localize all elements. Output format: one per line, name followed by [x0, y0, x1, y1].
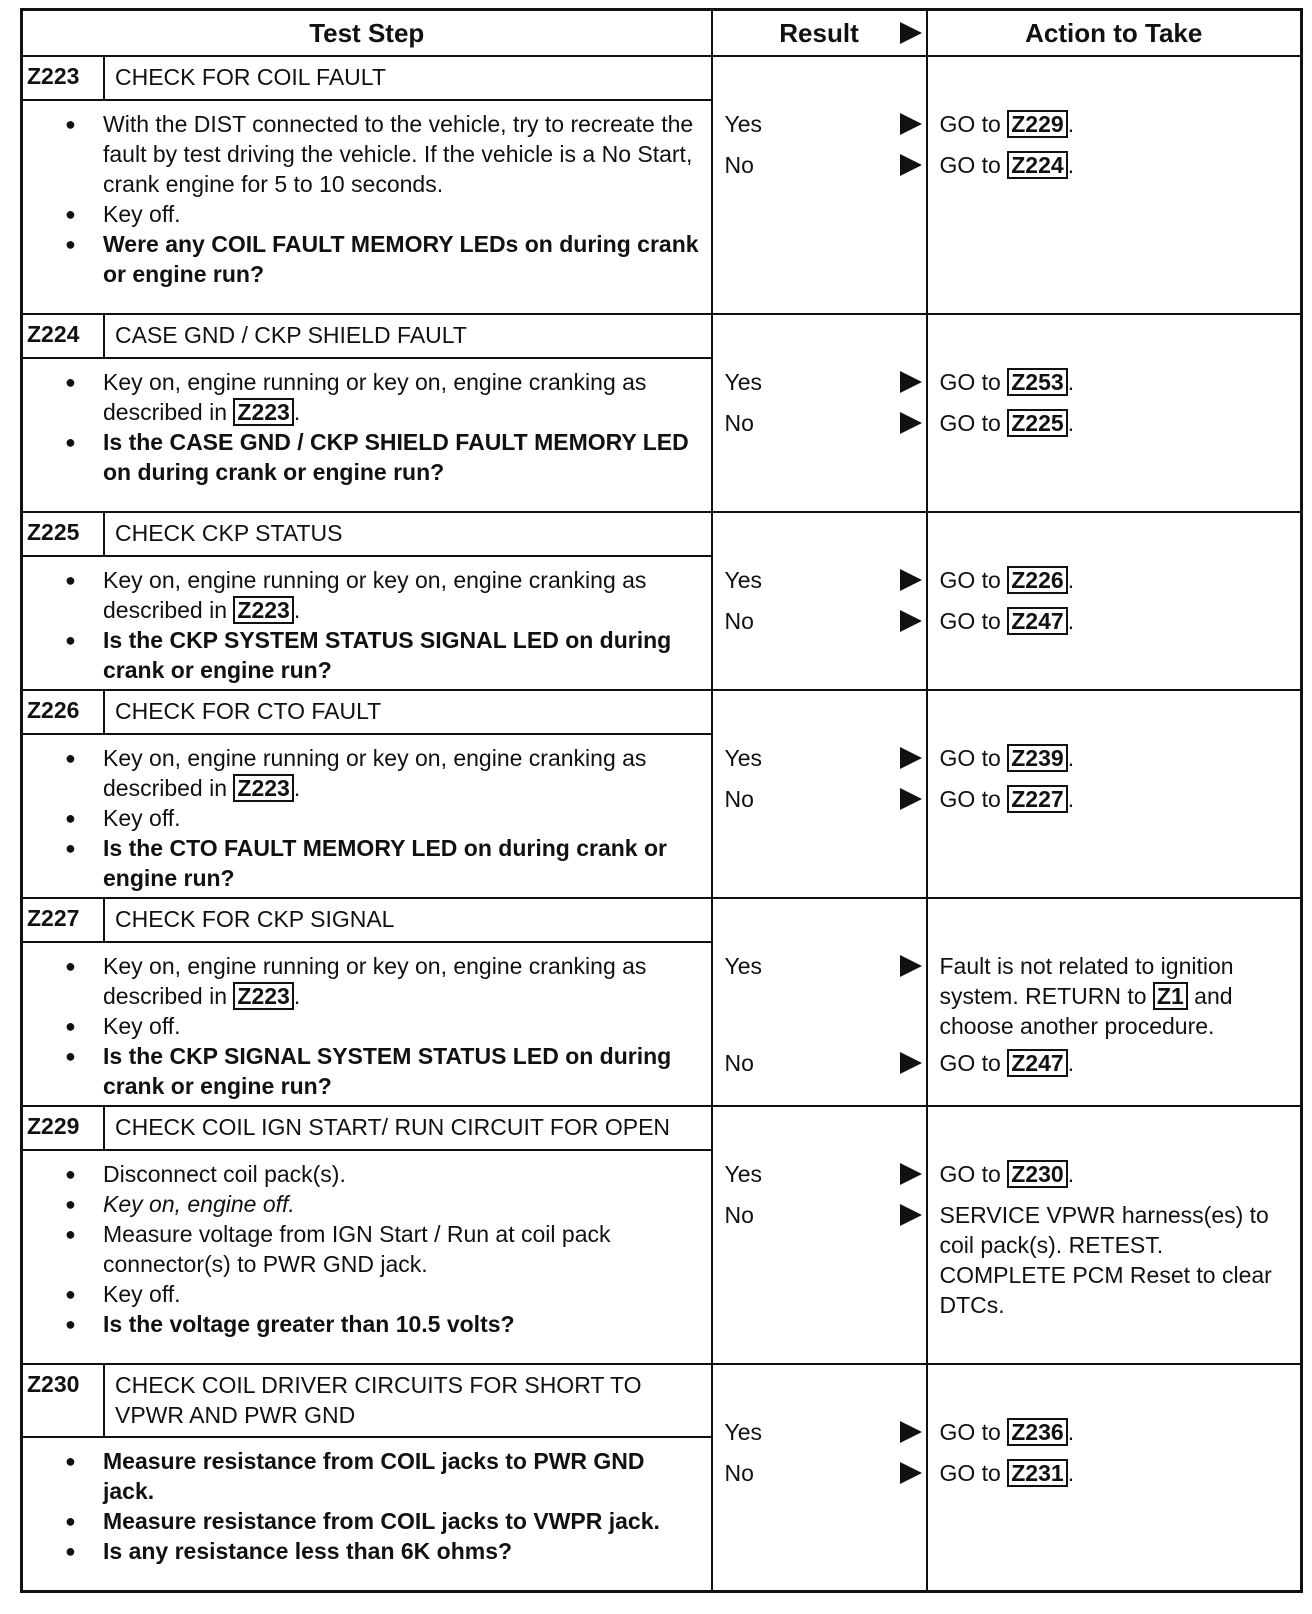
arrow-right-icon — [900, 1163, 922, 1185]
result-no — [713, 784, 926, 825]
action-cell — [927, 314, 1302, 512]
step-ref-box: Z247 — [1007, 607, 1067, 635]
action-text: GO to Z236 . — [939, 1418, 1075, 1445]
action-text: GO to Z239 . — [939, 744, 1075, 771]
step-header — [23, 899, 711, 943]
table-row — [22, 314, 1302, 512]
arrow-right-icon — [900, 569, 922, 591]
result-label: Yes — [724, 369, 763, 395]
action-text: GO to Z225 . — [939, 410, 1075, 436]
step-id: Z224 — [23, 315, 105, 357]
result-no — [713, 1458, 926, 1499]
step-header — [23, 513, 711, 557]
instruction-item: ● Measure voltage from IGN Start / Run at coil pack connector(s) to PWR GND jack. — [103, 1219, 701, 1279]
arrow-right-icon — [900, 22, 922, 44]
step-id: Z230 — [23, 1365, 105, 1437]
action-cell — [927, 1364, 1302, 1592]
test-procedure-document — [20, 8, 1300, 1593]
arrow-right-icon — [900, 1204, 922, 1226]
action-text: GO to Z247 . — [939, 608, 1075, 634]
arrow-right-icon — [900, 113, 922, 135]
test-step-cell — [22, 314, 712, 512]
step-title: CHECK FOR CKP SIGNAL — [115, 905, 395, 932]
result-label: Yes — [724, 1418, 763, 1445]
instruction-item: ● Key off. — [103, 1279, 701, 1309]
action-cell — [927, 690, 1302, 898]
result-yes — [713, 109, 926, 150]
result-yes — [713, 1417, 926, 1458]
step-instructions — [23, 943, 711, 1105]
instruction-item: ● Is the voltage greater than 10.5 volts? — [103, 1309, 701, 1339]
step-header — [23, 315, 711, 359]
arrow-right-icon — [900, 1462, 922, 1484]
instruction-item: ● With the DIST connected to the vehicle, try to recreate the fault by test driving the vehicle. If the vehicle is a No Start, crank engine for 5 to 10 seconds. — [103, 109, 701, 199]
step-instructions — [23, 735, 711, 897]
step-ref-box: Z223 — [233, 774, 293, 802]
step-ref-box: Z231 — [1007, 1459, 1067, 1487]
step-header — [23, 691, 711, 735]
step-title: CHECK COIL IGN START/ RUN CIRCUIT FOR OPEN — [115, 1113, 671, 1140]
step-id: Z229 — [23, 1107, 105, 1149]
step-title: CHECK COIL DRIVER CIRCUITS FOR SHORT TO VPWR AND PWR GND — [115, 1371, 642, 1428]
instruction-item: ● Is the CTO FAULT MEMORY LED on during crank or engine run? — [103, 833, 701, 893]
result-label: No — [724, 785, 754, 812]
step-instructions — [23, 359, 711, 491]
step-id: Z223 — [23, 57, 105, 99]
result-label: No — [724, 1459, 754, 1486]
instruction-item: ● Key on, engine running or key on, engine cranking as described in Z223 . — [103, 367, 701, 427]
action-cell — [927, 898, 1302, 1106]
test-step-cell — [22, 56, 712, 314]
step-ref-box: Z239 — [1007, 744, 1067, 772]
action-cell — [927, 1106, 1302, 1364]
result-yes — [713, 951, 926, 992]
action-text: GO to Z230 . — [939, 1160, 1075, 1187]
result-label: No — [724, 1049, 754, 1076]
action-cell — [927, 56, 1302, 314]
result-cell — [712, 898, 927, 1106]
table-row — [22, 56, 1302, 314]
action-cell — [927, 512, 1302, 690]
result-label: Yes — [724, 1160, 763, 1187]
table-row — [22, 1364, 1302, 1592]
step-instructions — [23, 1438, 711, 1570]
step-id: Z227 — [23, 899, 105, 941]
result-yes — [713, 565, 926, 606]
step-id: Z226 — [23, 691, 105, 733]
action-text: GO to Z226 . — [939, 567, 1075, 593]
result-label: No — [724, 1201, 754, 1228]
step-ref-box: Z226 — [1007, 566, 1067, 594]
arrow-right-icon — [900, 610, 922, 632]
step-ref-box: Z253 — [1007, 368, 1067, 396]
table-row — [22, 690, 1302, 898]
step-ref-box: Z223 — [233, 982, 293, 1010]
step-id: Z225 — [23, 513, 105, 555]
instruction-item: ● Disconnect coil pack(s). — [103, 1159, 701, 1189]
instruction-item: ● Key on, engine off. — [103, 1189, 701, 1219]
action-text: GO to Z247 . — [939, 1049, 1075, 1076]
table-body — [22, 56, 1302, 1592]
step-ref-box: Z229 — [1007, 110, 1067, 138]
result-label: Yes — [724, 744, 763, 771]
step-title: CASE GND / CKP SHIELD FAULT — [115, 322, 467, 348]
instruction-item: ● Key off. — [103, 803, 701, 833]
result-cell — [712, 314, 927, 512]
result-cell — [712, 56, 927, 314]
table-row — [22, 512, 1302, 690]
result-no — [713, 606, 926, 647]
step-title: CHECK FOR COIL FAULT — [115, 64, 386, 90]
instruction-item: ● Key on, engine running or key on, engine cranking as described in Z223 . — [103, 743, 701, 803]
arrow-right-icon — [900, 412, 922, 434]
test-step-cell — [22, 898, 712, 1106]
table-row — [22, 1106, 1302, 1364]
result-no — [713, 1200, 926, 1241]
result-cell — [712, 1364, 927, 1592]
arrow-right-icon — [900, 1421, 922, 1443]
step-instructions — [23, 101, 711, 293]
table-row — [22, 898, 1302, 1106]
result-no — [713, 150, 926, 191]
step-title: CHECK CKP STATUS — [115, 520, 343, 546]
action-text: GO to Z229 . — [939, 111, 1075, 137]
step-header — [23, 57, 711, 101]
test-step-cell — [22, 1364, 712, 1592]
test-step-cell — [22, 512, 712, 690]
instruction-item: ● Is the CKP SYSTEM STATUS SIGNAL LED on during crank or engine run? — [103, 625, 701, 685]
action-text: SERVICE VPWR harness(es) to coil pack(s). RETEST. COMPLETE PCM Reset to clear DTCs. — [939, 1201, 1272, 1318]
header-result-label: Result — [779, 17, 859, 48]
result-label: Yes — [724, 111, 763, 137]
arrow-right-icon — [900, 788, 922, 810]
test-step-table — [20, 8, 1303, 1593]
instruction-item: ● Key on, engine running or key on, engine cranking as described in Z223 . — [103, 951, 701, 1011]
instruction-item: ● Measure resistance from COIL jacks to VWPR jack. — [103, 1506, 701, 1536]
result-yes — [713, 1159, 926, 1200]
result-label: Yes — [724, 567, 763, 593]
action-text: GO to Z224 . — [939, 152, 1075, 178]
instruction-item: ● Is the CASE GND / CKP SHIELD FAULT MEMORY LED on during crank or engine run? — [103, 427, 701, 487]
instruction-item: ● Were any COIL FAULT MEMORY LEDs on during crank or engine run? — [103, 229, 701, 289]
result-label: No — [724, 410, 754, 436]
arrow-right-icon — [900, 1052, 922, 1074]
header-action: Action to Take — [927, 10, 1302, 57]
step-ref-box: Z236 — [1007, 1418, 1067, 1446]
test-step-cell — [22, 690, 712, 898]
step-ref-box: Z247 — [1007, 1049, 1067, 1077]
action-text: GO to Z231 . — [939, 1459, 1075, 1486]
step-instructions — [23, 1151, 711, 1343]
instruction-item: ● Key on, engine running or key on, engine cranking as described in Z223 . — [103, 565, 701, 625]
table-header-row — [22, 10, 1302, 57]
step-header — [23, 1107, 711, 1151]
result-label: Yes — [724, 952, 763, 979]
step-ref-box: Z1 — [1153, 982, 1188, 1010]
step-ref-box: Z225 — [1007, 409, 1067, 437]
result-label: No — [724, 608, 754, 634]
instruction-item: ● Is the CKP SIGNAL SYSTEM STATUS LED on during crank or engine run? — [103, 1041, 701, 1101]
result-label: No — [724, 152, 754, 178]
result-no — [713, 1048, 926, 1089]
instruction-item: ● Is any resistance less than 6K ohms? — [103, 1536, 701, 1566]
instruction-item: ● Key off. — [103, 199, 701, 229]
header-result — [712, 10, 927, 57]
arrow-right-icon — [900, 747, 922, 769]
step-ref-box: Z227 — [1007, 785, 1067, 813]
header-test-step: Test Step — [22, 10, 712, 57]
test-step-cell — [22, 1106, 712, 1364]
step-header — [23, 1365, 711, 1439]
action-text: GO to Z227 . — [939, 785, 1075, 812]
instruction-item: ● Measure resistance from COIL jacks to PWR GND jack. — [103, 1446, 701, 1506]
step-ref-box: Z230 — [1007, 1160, 1067, 1188]
step-title: CHECK FOR CTO FAULT — [115, 697, 382, 724]
instruction-item: ● Key off. — [103, 1011, 701, 1041]
arrow-right-icon — [900, 371, 922, 393]
arrow-right-icon — [900, 955, 922, 977]
result-yes — [713, 367, 926, 408]
action-text: Fault is not related to ignition system. RETURN to Z1 and choose another procedure. — [939, 952, 1234, 1039]
step-ref-box: Z223 — [233, 398, 293, 426]
arrow-right-icon — [900, 154, 922, 176]
step-ref-box: Z223 — [233, 596, 293, 624]
result-no — [713, 408, 926, 449]
step-ref-box: Z224 — [1007, 151, 1067, 179]
result-cell — [712, 690, 927, 898]
step-instructions — [23, 557, 711, 689]
action-text: GO to Z253 . — [939, 369, 1075, 395]
result-yes — [713, 743, 926, 784]
result-cell — [712, 512, 927, 690]
result-cell — [712, 1106, 927, 1364]
